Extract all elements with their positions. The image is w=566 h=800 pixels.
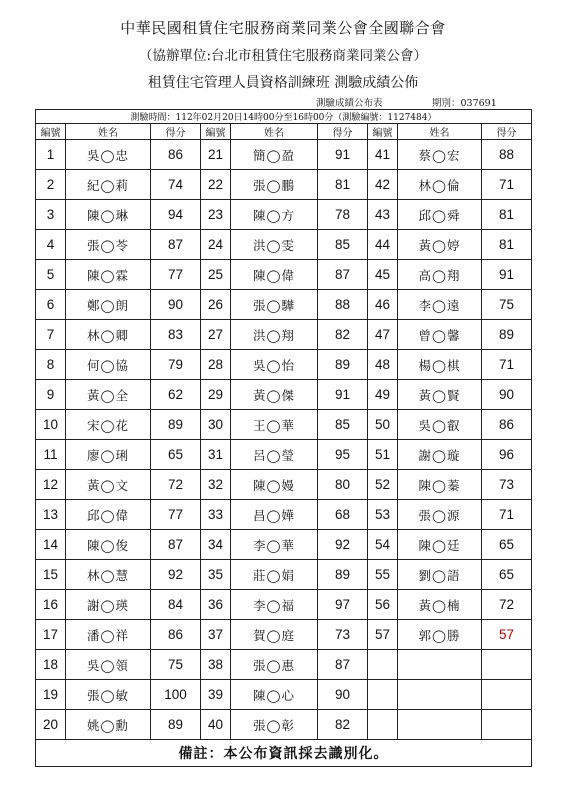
footer-note: 備註：本公布資訊採去識別化。 bbox=[36, 740, 532, 767]
student-name: 洪◯翔 bbox=[231, 320, 318, 350]
score-value: 65 bbox=[482, 560, 532, 590]
entry-number: 33 bbox=[201, 500, 231, 530]
score-value: 72 bbox=[482, 590, 532, 620]
entry-number: 1 bbox=[36, 140, 66, 170]
table-row bbox=[36, 530, 532, 560]
table-row bbox=[36, 320, 532, 350]
entry-number: 23 bbox=[201, 200, 231, 230]
table-row bbox=[36, 260, 532, 290]
score-value: 84 bbox=[151, 590, 201, 620]
student-name: 黃◯文 bbox=[66, 470, 151, 500]
student-name: 陳◯廷 bbox=[398, 530, 482, 560]
score-value: 90 bbox=[482, 380, 532, 410]
score-value: 62 bbox=[151, 380, 201, 410]
score-value: 73 bbox=[482, 470, 532, 500]
entry-number: 55 bbox=[368, 560, 398, 590]
entry-number: 19 bbox=[36, 680, 66, 710]
student-name: 鄭◯朗 bbox=[66, 290, 151, 320]
student-name: 呂◯瑩 bbox=[231, 440, 318, 470]
entry-number: 2 bbox=[36, 170, 66, 200]
table-row bbox=[36, 560, 532, 590]
table-row bbox=[36, 140, 532, 170]
score-value: 81 bbox=[482, 200, 532, 230]
entry-number: 44 bbox=[368, 230, 398, 260]
entry-number: 56 bbox=[368, 590, 398, 620]
entry-number: 18 bbox=[36, 650, 66, 680]
col-header-score: 得分 bbox=[482, 124, 532, 140]
student-name: 黃◯全 bbox=[66, 380, 151, 410]
student-name: 李◯華 bbox=[231, 530, 318, 560]
student-name: 劉◯語 bbox=[398, 560, 482, 590]
score-value: 89 bbox=[482, 320, 532, 350]
score-value: 71 bbox=[482, 500, 532, 530]
student-name: 陳◯俊 bbox=[66, 530, 151, 560]
entry-number bbox=[368, 650, 398, 680]
score-value: 100 bbox=[151, 680, 201, 710]
col-header-name: 姓名 bbox=[398, 124, 482, 140]
table-row bbox=[36, 470, 532, 500]
student-name: 吳◯叡 bbox=[398, 410, 482, 440]
score-value: 91 bbox=[318, 140, 368, 170]
student-name: 昌◯嬅 bbox=[231, 500, 318, 530]
col-header-no: 編號 bbox=[36, 124, 66, 140]
entry-number: 47 bbox=[368, 320, 398, 350]
student-name: 陳◯霖 bbox=[66, 260, 151, 290]
student-name: 曾◯馨 bbox=[398, 320, 482, 350]
entry-number: 26 bbox=[201, 290, 231, 320]
col-header-name: 姓名 bbox=[66, 124, 151, 140]
entry-number: 7 bbox=[36, 320, 66, 350]
entry-number: 4 bbox=[36, 230, 66, 260]
entry-number: 53 bbox=[368, 500, 398, 530]
score-value: 86 bbox=[151, 620, 201, 650]
entry-number: 15 bbox=[36, 560, 66, 590]
entry-number: 30 bbox=[201, 410, 231, 440]
entry-number: 43 bbox=[368, 200, 398, 230]
table-row bbox=[36, 620, 532, 650]
score-value: 78 bbox=[318, 200, 368, 230]
student-name: 張◯彰 bbox=[231, 710, 318, 740]
student-name: 李◯遠 bbox=[398, 290, 482, 320]
score-value: 75 bbox=[151, 650, 201, 680]
score-value bbox=[482, 680, 532, 710]
score-value: 71 bbox=[482, 350, 532, 380]
entry-number: 11 bbox=[36, 440, 66, 470]
student-name: 賀◯庭 bbox=[231, 620, 318, 650]
score-value: 77 bbox=[151, 260, 201, 290]
footer-row bbox=[36, 740, 532, 767]
score-value: 85 bbox=[318, 230, 368, 260]
student-name: 簡◯盈 bbox=[231, 140, 318, 170]
score-value: 87 bbox=[151, 530, 201, 560]
student-name bbox=[398, 710, 482, 740]
score-value: 87 bbox=[318, 260, 368, 290]
score-value: 83 bbox=[151, 320, 201, 350]
entry-number: 27 bbox=[201, 320, 231, 350]
table-row bbox=[36, 290, 532, 320]
score-value: 86 bbox=[151, 140, 201, 170]
entry-number: 31 bbox=[201, 440, 231, 470]
table-row bbox=[36, 680, 532, 710]
student-name: 蔡◯宏 bbox=[398, 140, 482, 170]
student-name: 紀◯莉 bbox=[66, 170, 151, 200]
score-value: 88 bbox=[482, 140, 532, 170]
exam-info: 測驗時間：112年02月20日14時00分至16時00分（測驗編號：1127484） bbox=[36, 110, 532, 124]
student-name: 莊◯娟 bbox=[231, 560, 318, 590]
entry-number: 35 bbox=[201, 560, 231, 590]
student-name: 陳◯心 bbox=[231, 680, 318, 710]
entry-number: 25 bbox=[201, 260, 231, 290]
table-row bbox=[36, 590, 532, 620]
entry-number: 12 bbox=[36, 470, 66, 500]
score-value: 80 bbox=[318, 470, 368, 500]
student-name: 姚◯勳 bbox=[66, 710, 151, 740]
entry-number: 54 bbox=[368, 530, 398, 560]
entry-number: 42 bbox=[368, 170, 398, 200]
score-value: 89 bbox=[318, 350, 368, 380]
entry-number: 40 bbox=[201, 710, 231, 740]
organizer-line: （協辦單位:台北市租賃住宅服務商業同業公會） bbox=[138, 48, 428, 64]
student-name: 廖◯琍 bbox=[66, 440, 151, 470]
student-name: 林◯慧 bbox=[66, 560, 151, 590]
score-value: 71 bbox=[482, 170, 532, 200]
col-header-no: 編號 bbox=[201, 124, 231, 140]
entry-number: 17 bbox=[36, 620, 66, 650]
table-row bbox=[36, 650, 532, 680]
score-value bbox=[482, 650, 532, 680]
student-name: 張◯源 bbox=[398, 500, 482, 530]
student-name: 吳◯領 bbox=[66, 650, 151, 680]
col-header-name: 姓名 bbox=[231, 124, 318, 140]
student-name: 李◯福 bbox=[231, 590, 318, 620]
entry-number: 34 bbox=[201, 530, 231, 560]
entry-number: 37 bbox=[201, 620, 231, 650]
entry-number: 3 bbox=[36, 200, 66, 230]
entry-number: 5 bbox=[36, 260, 66, 290]
entry-number: 38 bbox=[201, 650, 231, 680]
student-name: 宋◯花 bbox=[66, 410, 151, 440]
entry-number: 57 bbox=[368, 620, 398, 650]
student-name: 王◯華 bbox=[231, 410, 318, 440]
score-value: 97 bbox=[318, 590, 368, 620]
entry-number bbox=[368, 680, 398, 710]
table-row bbox=[36, 350, 532, 380]
student-name: 邱◯舜 bbox=[398, 200, 482, 230]
score-value: 91 bbox=[318, 380, 368, 410]
score-value: 82 bbox=[318, 710, 368, 740]
table-row bbox=[36, 440, 532, 470]
entry-number: 16 bbox=[36, 590, 66, 620]
entry-number: 14 bbox=[36, 530, 66, 560]
score-value: 87 bbox=[318, 650, 368, 680]
score-value: 89 bbox=[318, 560, 368, 590]
publish-meta bbox=[0, 95, 566, 109]
col-header-no: 編號 bbox=[368, 124, 398, 140]
student-name bbox=[398, 680, 482, 710]
issue-label: 期別：037691 bbox=[432, 98, 497, 109]
score-value: 82 bbox=[318, 320, 368, 350]
table-header-row bbox=[36, 124, 532, 140]
entry-number: 48 bbox=[368, 350, 398, 380]
exam-info-row bbox=[36, 110, 532, 124]
entry-number: 49 bbox=[368, 380, 398, 410]
entry-number: 22 bbox=[201, 170, 231, 200]
student-name: 郭◯勝 bbox=[398, 620, 482, 650]
score-value: 90 bbox=[151, 290, 201, 320]
entry-number: 41 bbox=[368, 140, 398, 170]
score-value: 57 bbox=[482, 620, 532, 650]
student-name: 潘◯祥 bbox=[66, 620, 151, 650]
student-name: 黃◯楠 bbox=[398, 590, 482, 620]
score-value: 81 bbox=[318, 170, 368, 200]
entry-number: 21 bbox=[201, 140, 231, 170]
score-value: 89 bbox=[151, 410, 201, 440]
entry-number: 28 bbox=[201, 350, 231, 380]
score-value: 90 bbox=[318, 680, 368, 710]
student-name: 楊◯棋 bbox=[398, 350, 482, 380]
entry-number: 10 bbox=[36, 410, 66, 440]
entry-number: 51 bbox=[368, 440, 398, 470]
entry-number: 46 bbox=[368, 290, 398, 320]
score-value: 95 bbox=[318, 440, 368, 470]
score-value: 85 bbox=[318, 410, 368, 440]
entry-number: 52 bbox=[368, 470, 398, 500]
score-value: 89 bbox=[151, 710, 201, 740]
student-name: 陳◯偉 bbox=[231, 260, 318, 290]
student-name: 黃◯婷 bbox=[398, 230, 482, 260]
score-value: 92 bbox=[318, 530, 368, 560]
entry-number: 24 bbox=[201, 230, 231, 260]
score-value: 65 bbox=[482, 530, 532, 560]
student-name: 何◯協 bbox=[66, 350, 151, 380]
score-value: 92 bbox=[151, 560, 201, 590]
entry-number: 9 bbox=[36, 380, 66, 410]
student-name: 陳◯方 bbox=[231, 200, 318, 230]
score-value: 65 bbox=[151, 440, 201, 470]
table-row bbox=[36, 170, 532, 200]
col-header-score: 得分 bbox=[318, 124, 368, 140]
score-value: 77 bbox=[151, 500, 201, 530]
entry-number: 36 bbox=[201, 590, 231, 620]
student-name: 黃◯傑 bbox=[231, 380, 318, 410]
student-name: 黃◯賢 bbox=[398, 380, 482, 410]
score-value: 68 bbox=[318, 500, 368, 530]
entry-number: 6 bbox=[36, 290, 66, 320]
table-row bbox=[36, 710, 532, 740]
score-value: 79 bbox=[151, 350, 201, 380]
student-name: 謝◯瑛 bbox=[66, 590, 151, 620]
entry-number: 39 bbox=[201, 680, 231, 710]
score-value: 88 bbox=[318, 290, 368, 320]
score-value bbox=[482, 710, 532, 740]
score-value: 81 bbox=[482, 230, 532, 260]
student-name: 高◯翔 bbox=[398, 260, 482, 290]
entry-number: 20 bbox=[36, 710, 66, 740]
student-name: 張◯惠 bbox=[231, 650, 318, 680]
publish-label: 測驗成績公布表 bbox=[316, 98, 383, 109]
score-value: 91 bbox=[482, 260, 532, 290]
table-row bbox=[36, 410, 532, 440]
entry-number: 13 bbox=[36, 500, 66, 530]
document-title: 中華民國租賃住宅服務商業同業公會全國聯合會 bbox=[120, 19, 446, 37]
document-subtitle: 租賃住宅管理人員資格訓練班 測驗成績公佈 bbox=[147, 75, 419, 91]
score-value: 96 bbox=[482, 440, 532, 470]
entry-number: 32 bbox=[201, 470, 231, 500]
student-name: 陳◯蓁 bbox=[398, 470, 482, 500]
table-row bbox=[36, 230, 532, 260]
score-value: 75 bbox=[482, 290, 532, 320]
student-name: 林◯倫 bbox=[398, 170, 482, 200]
score-value: 72 bbox=[151, 470, 201, 500]
student-name: 邱◯偉 bbox=[66, 500, 151, 530]
student-name: 洪◯雯 bbox=[231, 230, 318, 260]
col-header-score: 得分 bbox=[151, 124, 201, 140]
score-value: 94 bbox=[151, 200, 201, 230]
score-value: 74 bbox=[151, 170, 201, 200]
entry-number bbox=[368, 710, 398, 740]
entry-number: 50 bbox=[368, 410, 398, 440]
student-name: 張◯苓 bbox=[66, 230, 151, 260]
entry-number: 45 bbox=[368, 260, 398, 290]
table-row bbox=[36, 380, 532, 410]
student-name: 吳◯忠 bbox=[66, 140, 151, 170]
student-name: 張◯敏 bbox=[66, 680, 151, 710]
score-table bbox=[35, 109, 532, 767]
student-name: 陳◯嫚 bbox=[231, 470, 318, 500]
entry-number: 8 bbox=[36, 350, 66, 380]
table-row bbox=[36, 200, 532, 230]
student-name: 張◯鵬 bbox=[231, 170, 318, 200]
student-name: 林◯卿 bbox=[66, 320, 151, 350]
table-row bbox=[36, 500, 532, 530]
student-name: 陳◯琳 bbox=[66, 200, 151, 230]
entry-number: 29 bbox=[201, 380, 231, 410]
student-name: 張◯驊 bbox=[231, 290, 318, 320]
score-value: 86 bbox=[482, 410, 532, 440]
student-name bbox=[398, 650, 482, 680]
score-value: 73 bbox=[318, 620, 368, 650]
student-name: 謝◯璇 bbox=[398, 440, 482, 470]
score-value: 87 bbox=[151, 230, 201, 260]
student-name: 吳◯怡 bbox=[231, 350, 318, 380]
